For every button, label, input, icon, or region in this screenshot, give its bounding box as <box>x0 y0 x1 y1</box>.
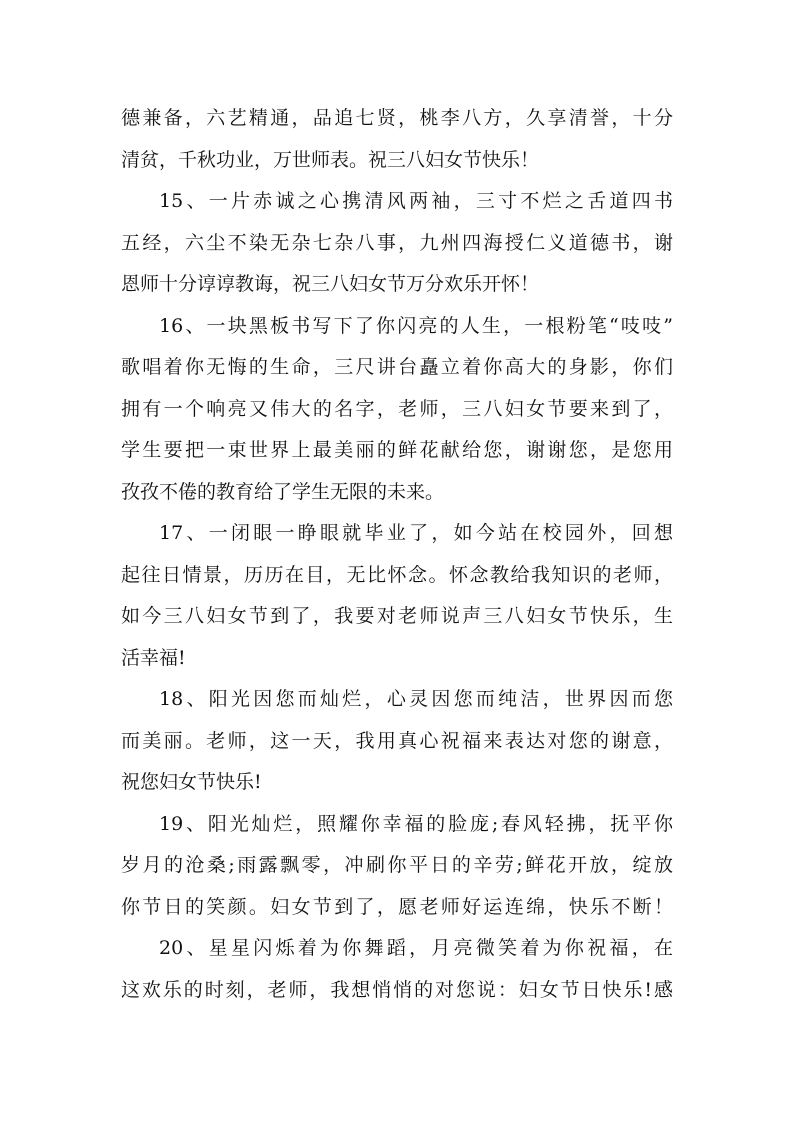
text-line: 活幸福! <box>121 646 186 669</box>
text-line: 起往日情景，历历在目，无比怀念。怀念教给我知识的老师， <box>121 563 673 586</box>
text-line: 你节日的笑颜。妇女节到了，愿老师好运连绵，快乐不断！ <box>121 895 673 918</box>
text-line: 歌唱着你无悔的生命，三尺讲台矗立着你高大的身影，你们 <box>121 356 673 378</box>
paragraph-start-line: 16、一块黑板书写下了你闪亮的人生，一根粉笔“吱吱” <box>159 314 673 337</box>
text-line: 五经，六尘不染无杂七杂八事，九州四海授仁义道德书，谢 <box>121 231 673 254</box>
text-line: 学生要把一束世界上最美丽的鲜花献给您，谢谢您，是您用 <box>121 439 673 461</box>
text-line: 德兼备，六艺精通，品追七贤，桃李八方，久享清誉，十分 <box>121 107 673 129</box>
paragraph-start-line: 19、阳光灿烂，照耀你幸福的脸庞;春风轻拂，抚平你 <box>159 812 673 835</box>
document-body <box>121 98 673 1011</box>
text-line: 祝您妇女节快乐! <box>121 771 262 793</box>
text-line: 而美丽。老师，这一天，我用真心祝福来表达对您的谢意， <box>121 729 673 752</box>
text-line: 孜孜不倦的教育给了学生无限的未来。 <box>121 480 445 503</box>
paragraph-start-line: 17、一闭眼一睁眼就毕业了，如今站在校园外，回想 <box>159 522 673 544</box>
paragraph-start-line: 20、星星闪烁着为你舞蹈，月亮微笑着为你祝福，在 <box>159 937 673 959</box>
text-line: 拥有一个响亮又伟大的名字，老师，三八妇女节要来到了， <box>121 397 673 420</box>
text-line: 如今三八妇女节到了，我要对老师说声三八妇女节快乐，生 <box>121 605 673 627</box>
paragraph-start-line: 15、一片赤诚之心携清风两袖，三寸不烂之舌道四书 <box>159 190 673 212</box>
text-line: 岁月的沧桑;雨露飘零，冲刷你平日的辛劳;鲜花开放，绽放 <box>121 854 673 876</box>
text-line: 这欢乐的时刻，老师，我想悄悄的对您说：妇女节日快乐!感 <box>121 978 673 1001</box>
text-line: 清贫，千秋功业，万世师表。祝三八妇女节快乐！ <box>121 148 540 171</box>
paragraph-start-line: 18、阳光因您而灿烂，心灵因您而纯洁，世界因而您 <box>159 688 673 710</box>
text-line: 恩师十分谆谆教诲，祝三八妇女节万分欢乐开怀！ <box>121 273 540 295</box>
